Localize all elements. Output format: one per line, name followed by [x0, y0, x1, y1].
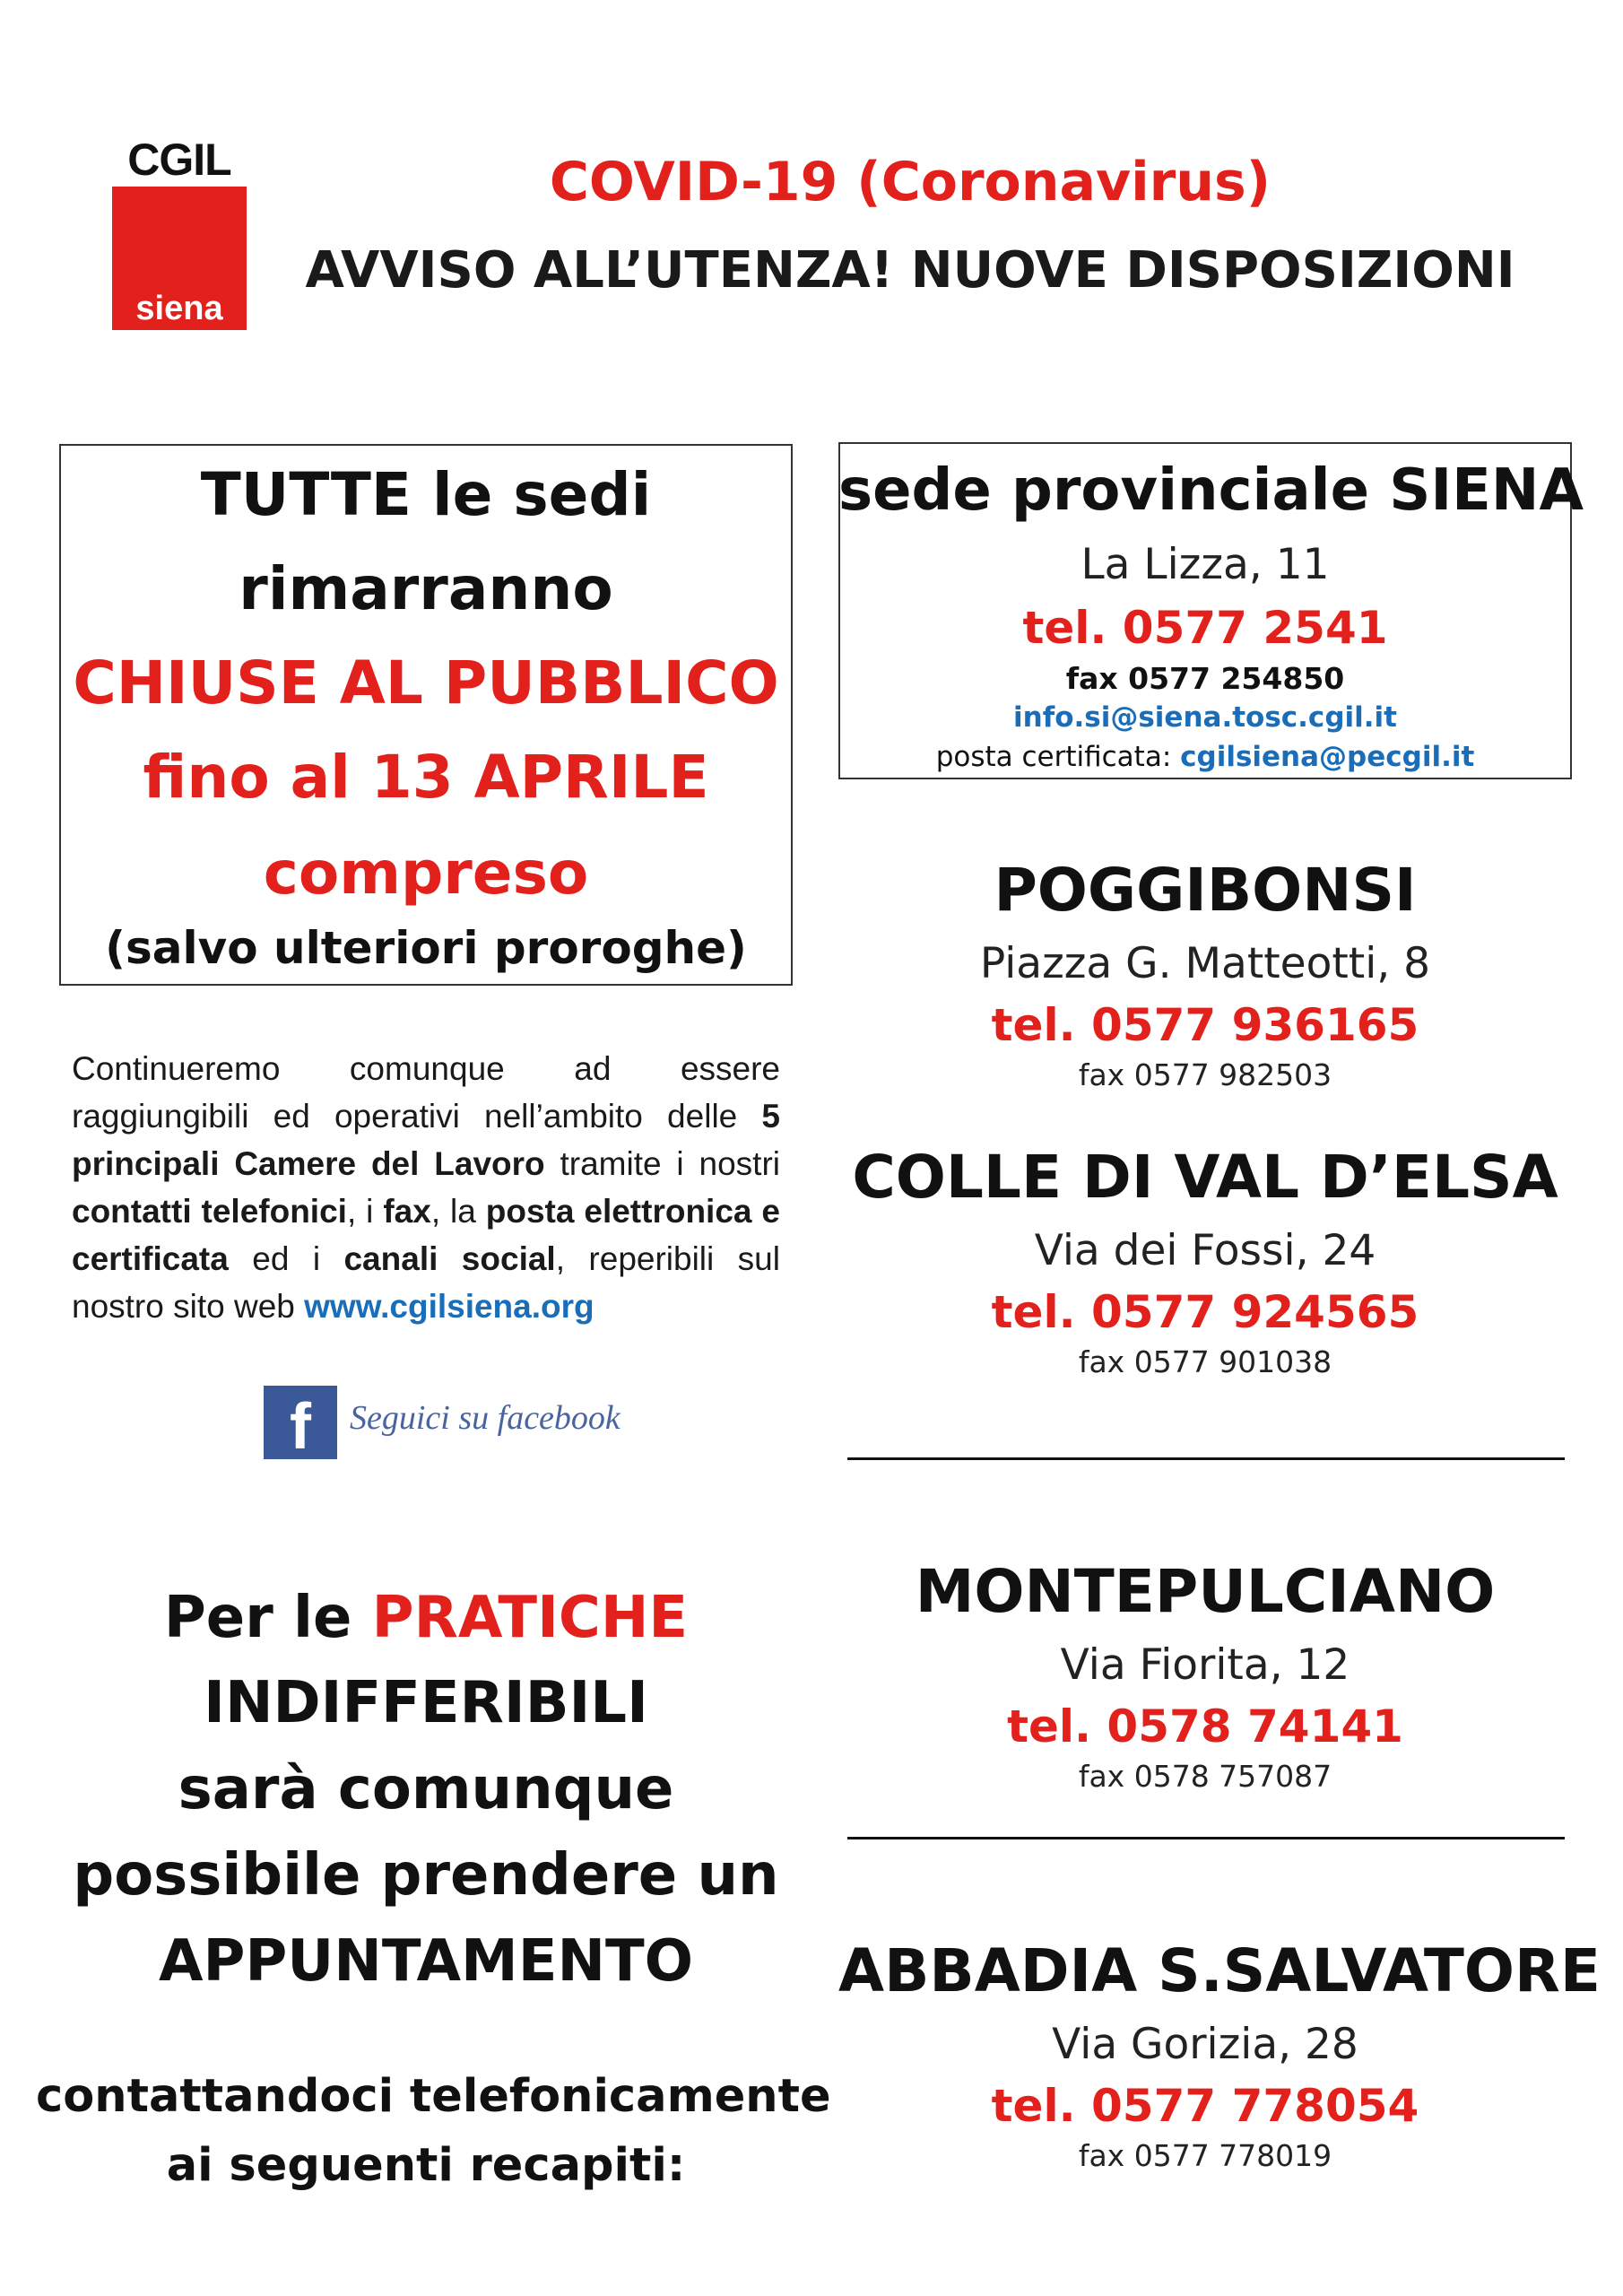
facebook-label: Seguici su facebook [350, 1399, 621, 1437]
office-phone-abbadia[interactable]: tel. 0577 778054 [991, 2080, 1419, 2132]
provincial-office-pec: posta certificata: cgilsiena@pecgil.it [935, 741, 1475, 773]
info-paragraph [72, 1045, 780, 1330]
appointment-line-4: possibile prendere un [73, 1842, 779, 1909]
facebook-follow-button[interactable] [264, 1386, 621, 1463]
website-link[interactable]: www.cgilsiena.org [304, 1288, 595, 1325]
office-phone-montepulciano[interactable]: tel. 0578 74141 [1007, 1700, 1403, 1752]
page-title: COVID-19 (Coronavirus) [549, 151, 1271, 213]
provincial-office-address: La Lizza, 11 [1081, 540, 1330, 589]
provincial-office-fax: fax 0577 254850 [1065, 661, 1345, 696]
appointment-line-6: contattandoci telefonicamente [36, 2070, 831, 2123]
closure-line-1: TUTTE le sedi [200, 460, 652, 529]
closure-line-5: compreso [263, 839, 589, 908]
pec-email-link[interactable]: cgilsiena@pecgil.it [1180, 741, 1475, 773]
page-subtitle: AVVISO ALL’UTENZA! NUOVE DISPOSIZIONI [305, 241, 1515, 300]
info-text: Continueremo comunque ad essere raggiungibili ed operativi nell’ambito delle [72, 1050, 780, 1135]
facebook-icon: f [264, 1386, 337, 1459]
office-fax-montepulciano: fax 0578 757087 [1078, 1759, 1332, 1794]
provincial-office-name: sede provinciale SIENA [838, 457, 1584, 524]
appointment-line-5: APPUNTAMENTO [158, 1928, 694, 1995]
office-fax-poggibonsi: fax 0577 982503 [1078, 1057, 1332, 1092]
office-address-poggibonsi: Piazza G. Matteotti, 8 [979, 939, 1431, 988]
provincial-office-phone[interactable]: tel. 0577 2541 [1022, 602, 1388, 654]
office-address-colle: Via dei Fossi, 24 [1034, 1226, 1376, 1275]
info-bold: canali social [343, 1240, 556, 1277]
appointment-line-7: ai seguenti recapiti: [166, 2139, 686, 2192]
info-text: , reperibili sul nostro sito web [72, 1240, 780, 1325]
office-name-poggibonsi: POGGIBONSI [994, 856, 1417, 925]
office-name-colle: COLLE DI VAL D’ELSA [852, 1143, 1558, 1212]
provincial-office-email[interactable]: info.si@siena.tosc.cgil.it [1013, 701, 1397, 734]
office-name-abbadia: ABBADIA S.SALVATORE [838, 1936, 1601, 2005]
info-text: , la [430, 1193, 486, 1230]
info-bold: fax [383, 1193, 431, 1230]
closure-line-4: fino al 13 APRILE [143, 743, 709, 812]
office-address-abbadia: Via Gorizia, 28 [1052, 2020, 1358, 2069]
closure-line-2: rimarranno [239, 554, 613, 623]
office-fax-abbadia: fax 0577 778019 [1078, 2138, 1332, 2173]
appointment-line-2: INDIFFERIBILI [204, 1670, 648, 1736]
office-phone-poggibonsi[interactable]: tel. 0577 936165 [991, 999, 1419, 1051]
closure-line-6: (salvo ulteriori proroghe) [105, 922, 747, 974]
section-divider [847, 1837, 1565, 1839]
cgil-siena-logo [112, 135, 247, 330]
office-phone-colle[interactable]: tel. 0577 924565 [991, 1286, 1419, 1338]
closure-notice-box [59, 444, 793, 986]
section-divider [847, 1457, 1565, 1460]
info-bold: posta elettronica e certificata [72, 1193, 780, 1277]
office-address-montepulciano: Via Fiorita, 12 [1060, 1640, 1350, 1690]
office-fax-colle: fax 0577 901038 [1078, 1344, 1332, 1379]
closure-line-3: CHIUSE AL PUBBLICO [73, 648, 779, 718]
info-text: tramite i nostri [544, 1145, 780, 1182]
info-bold: 5 principali Camere del Lavoro [72, 1098, 780, 1182]
info-bold: contatti telefonici [72, 1193, 347, 1230]
logo-top-text: CGIL [127, 135, 231, 185]
info-text: ed i [228, 1240, 344, 1277]
office-name-montepulciano: MONTEPULCIANO [915, 1557, 1496, 1626]
logo-bottom-text: siena [135, 290, 223, 327]
appointment-line-1: Per le PRATICHE [163, 1585, 689, 1651]
info-text: , i [346, 1193, 384, 1230]
appointment-line-3: sarà comunque [178, 1756, 674, 1822]
logo-red-square [112, 187, 247, 330]
